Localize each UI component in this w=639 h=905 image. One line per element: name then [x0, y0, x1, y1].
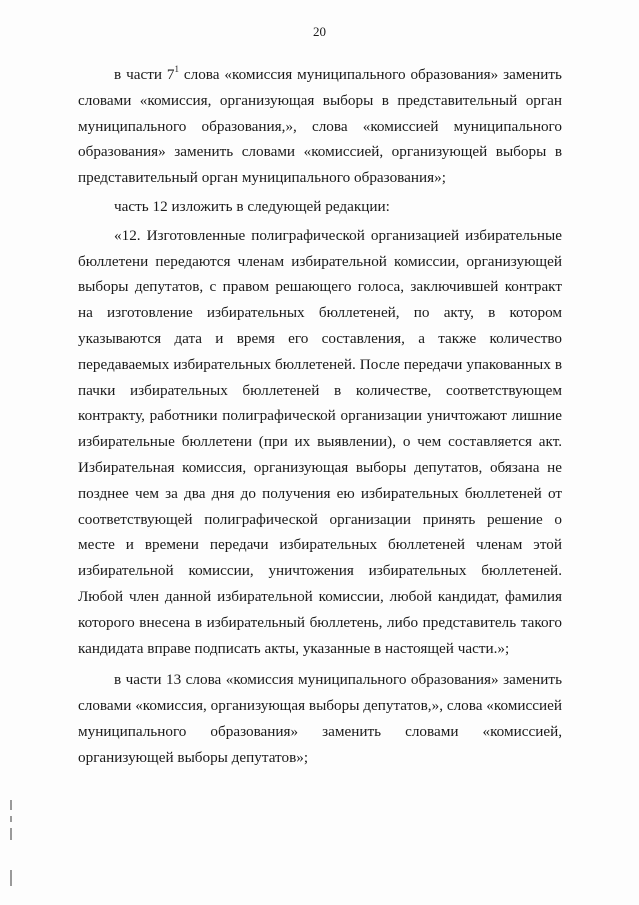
paragraph-part-7-1 [78, 62, 562, 191]
scan-margin-marks [10, 800, 16, 895]
superscript-index: 1 [174, 64, 179, 74]
paragraph-part-7-1-lead: в части 7 [114, 66, 175, 83]
paragraph-part-7-1-rest: слова «комиссия муниципального образования» заменить словами «комиссия, организующая выборы в представительный орган муниципального образования,», слова «комиссией муниципального образования» заменить словами «комиссией, организующей выборы в представительный орган муниципального образования»; [78, 66, 562, 187]
page-number: 20 [313, 24, 326, 39]
document-body [78, 62, 562, 771]
paragraph-part-12-text: «12. Изготовленные полиграфической организацией избирательные бюллетени передаются членам избирательной комиссии, организующей выборы депутатов, с правом решающего голоса, заключившей контракт на изготовление избирательных бюллетеней, по акту, в котором указываются дата и время его составления, а также количество передаваемых избирательных бюллетеней. После передачи упакованных в пачки избирательных бюллетеней в количестве, соответствующем контракту, работники полиграфической организации уничтожают лишние избирательные бюллетени (при их выявлении), о чем составляется акт. Избирательная комиссия, организующая выборы депутатов, обязана не позднее чем за два дня до получения ею избирательных бюллетеней от соответствующей полиграфической организации принять решение о месте и времени передачи избирательных бюллетеней членам этой избирательной комиссии, уничтожения избирательных бюллетеней. Любой член данной избирательной комиссии, любой кандидат, фамилия которого внесена в избирательный бюллетень, либо представитель такого кандидата вправе подписать акты, указанные в настоящей части.»; [78, 226, 562, 657]
paragraph-part-12-intro: часть 12 изложить в следующей редакции: [114, 197, 390, 215]
paragraph-part-13: в части 13 слова «комиссия муниципального образования» заменить словами «комиссия, организующая выборы депутатов,», слова «комиссией муниципального образования» заменить словами «комиссией, организующей выборы депутатов»; [78, 671, 562, 766]
